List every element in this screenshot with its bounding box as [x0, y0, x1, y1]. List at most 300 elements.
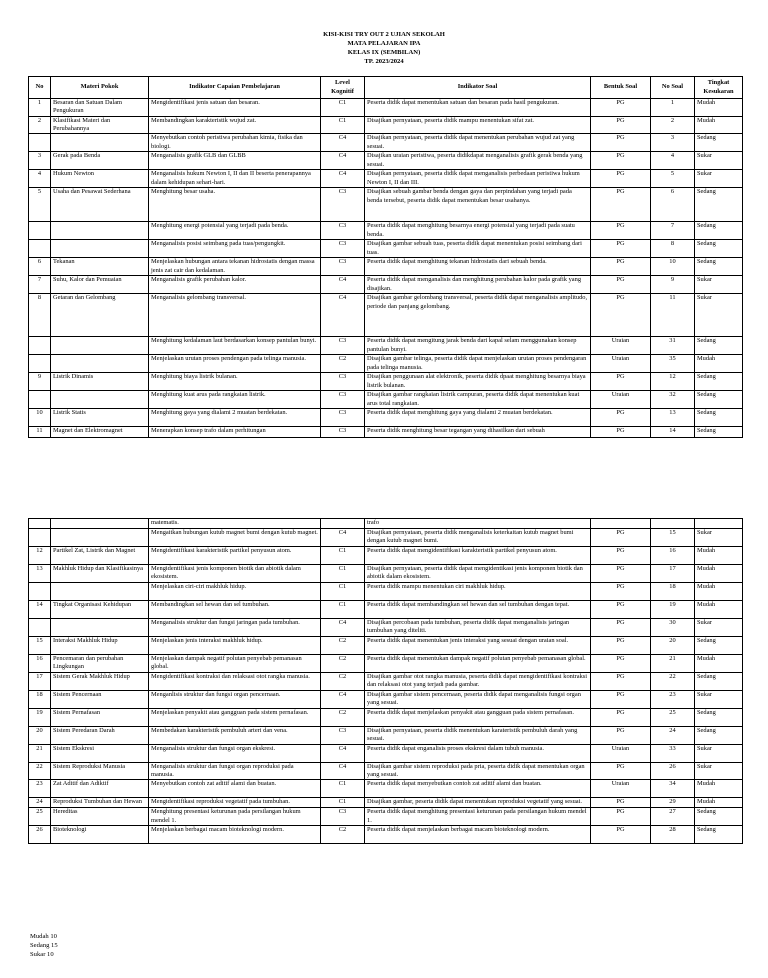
cell-indikator-capaian: Menjelaskan hubungan antara tekanan hidrostatis dengan massa jenis zat cair dan kedalaman. [149, 258, 321, 276]
cell-no-soal: 12 [651, 373, 695, 391]
table-row [29, 276, 743, 294]
cell-indikator-soal: Disajikan pernyataan, peserta didik menganalisis keterkaitan kutub magnet bumi dengan kutub magnet bumi. [365, 529, 591, 547]
cell-indikator-capaian: Menghitung energi potensial yang terjadi pada benda. [149, 222, 321, 240]
cell-tingkat-kesukaran: Mudah [695, 583, 743, 601]
header-tingkat-kesukaran: Tingkat Kesukaran [695, 77, 743, 99]
cell-bentuk-soal: PG [591, 188, 651, 222]
cell-bentuk-soal: PG [591, 170, 651, 188]
table-row [29, 294, 743, 337]
cell-no [29, 583, 51, 601]
cell-bentuk-soal: PG [591, 673, 651, 691]
cell-tingkat-kesukaran: Mudah [695, 798, 743, 808]
cell-indikator-capaian: Membandingkan karakteristik wujud zat. [149, 117, 321, 134]
cell-materi-pokok: Partikel Zat, Listrik dan Magnet [51, 547, 149, 565]
cell-tingkat-kesukaran [695, 519, 743, 529]
cell-indikator-soal: Peserta didik dapat enganalisis proses ekskresi dalam tubuh manusia. [365, 745, 591, 763]
cell-indikator-capaian: Menghitung presentasi keturunan pada persilangan hukum mendel 1. [149, 808, 321, 826]
cell-tingkat-kesukaran: Sedang [695, 808, 743, 826]
cell-tingkat-kesukaran: Mudah [695, 99, 743, 117]
cell-indikator-soal: Peserta didik dapat menganalisis dan menghitung perubahan kalor pada grafik yang disajikan. [365, 276, 591, 294]
table-row [29, 240, 743, 258]
cell-no-soal: 28 [651, 826, 695, 844]
cell-bentuk-soal: PG [591, 258, 651, 276]
cell-indikator-soal: Disajikan gambar sistem pencernaan, peserta didik dapat menganalisis fungsi organ yang sesuai. [365, 691, 591, 709]
cell-no [29, 355, 51, 373]
cell-tingkat-kesukaran: Sedang [695, 222, 743, 240]
cell-materi-pokok: Listrik Statis [51, 409, 149, 427]
table-row [29, 519, 743, 529]
cell-tingkat-kesukaran: Sedang [695, 188, 743, 222]
table-row [29, 409, 743, 427]
cell-tingkat-kesukaran: Sedang [695, 427, 743, 438]
cell-indikator-soal: Disajikan pernyataan, peserta didik mampu menentukan sifat zat. [365, 117, 591, 134]
cell-no: 2 [29, 117, 51, 134]
cell-tingkat-kesukaran: Sedang [695, 826, 743, 844]
table-row [29, 826, 743, 844]
cell-materi-pokok: Pencemaran dan perubahan Lingkungan [51, 655, 149, 673]
cell-level-kognitif: C1 [321, 99, 365, 117]
cell-bentuk-soal: Uraian [591, 745, 651, 763]
cell-materi-pokok [51, 519, 149, 529]
table-row [29, 780, 743, 798]
cell-materi-pokok [51, 240, 149, 258]
cell-no: 17 [29, 673, 51, 691]
cell-no-soal: 27 [651, 808, 695, 826]
cell-level-kognitif: C2 [321, 673, 365, 691]
cell-indikator-soal: Disajikan pernyataan, peserta didik dapat menentukan perubahan wujud zat yang sesuai. [365, 134, 591, 152]
cell-indikator-soal: Disajikan gambar otot rangka manusia, peserta didik dapat mengidentifikasi kontraksi dan relaksasi otot yang terjadi pada gambar. [365, 673, 591, 691]
cell-materi-pokok [51, 619, 149, 637]
cell-indikator-capaian: Mengidentifikasi karakteristik partikel penyusun atom. [149, 547, 321, 565]
cell-indikator-soal: Peserta didik dapat menentukan jenis interaksi yang sesuai dengan uraian soal. [365, 637, 591, 655]
cell-indikator-soal: Disajikan gambar, peserta didik dapat menentukan reproduksi vegetatif yang sesuai. [365, 798, 591, 808]
cell-indikator-soal: Disajikan penggunaan alat elektronik, peserta didik dpaat menghitung besarnya biaya listrik bulanan. [365, 373, 591, 391]
cell-no: 23 [29, 780, 51, 798]
cell-bentuk-soal: Uraian [591, 337, 651, 355]
cell-materi-pokok: Sistem Peredaran Darah [51, 727, 149, 745]
table-row [29, 727, 743, 745]
cell-level-kognitif: C1 [321, 780, 365, 798]
cell-level-kognitif: C3 [321, 188, 365, 222]
cell-no: 26 [29, 826, 51, 844]
cell-tingkat-kesukaran: Sukar [695, 276, 743, 294]
cell-level-kognitif [321, 519, 365, 529]
cell-level-kognitif: C3 [321, 427, 365, 438]
cell-bentuk-soal: Uraian [591, 391, 651, 409]
header-indikator-soal: Indikator Soal [365, 77, 591, 99]
cell-materi-pokok: Getaran dan Gelombang [51, 294, 149, 337]
cell-no: 1 [29, 99, 51, 117]
cell-indikator-soal: Disajikan uraian peristiwa, peserta didikdapat menganalisis grafik gerak benda yang sesuai. [365, 152, 591, 170]
cell-materi-pokok: Listrik Dinamis [51, 373, 149, 391]
table-row [29, 709, 743, 727]
cell-indikator-soal: Disajikan gambar gelombang transversal, peserta didik dapat menganalisis amplitudo, periode dan panjang gelombang. [365, 294, 591, 337]
cell-indikator-capaian: Menjelaskan berbagai macam bioteknologi modern. [149, 826, 321, 844]
cell-no-soal: 8 [651, 240, 695, 258]
table-row [29, 134, 743, 152]
document-title [0, 30, 768, 66]
cell-no-soal: 33 [651, 745, 695, 763]
table-row [29, 565, 743, 583]
cell-no [29, 529, 51, 547]
cell-bentuk-soal: PG [591, 99, 651, 117]
table-row [29, 601, 743, 619]
cell-bentuk-soal: PG [591, 427, 651, 438]
cell-bentuk-soal: Uraian [591, 355, 651, 373]
table-row [29, 152, 743, 170]
cell-no [29, 519, 51, 529]
cell-bentuk-soal: PG [591, 709, 651, 727]
cell-bentuk-soal: PG [591, 152, 651, 170]
cell-level-kognitif: C4 [321, 294, 365, 337]
cell-indikator-soal: Peserta didik mampu menentukan ciri makhluk hidup. [365, 583, 591, 601]
cell-no [29, 337, 51, 355]
cell-indikator-capaian: Mengidentifikasi reproduksi vegetatif pada tumbuhan. [149, 798, 321, 808]
header-level-kognitif: Level Kognitif [321, 77, 365, 99]
cell-materi-pokok [51, 134, 149, 152]
cell-bentuk-soal: PG [591, 276, 651, 294]
cell-indikator-capaian: matematis. [149, 519, 321, 529]
cell-indikator-capaian: Menghitung kuat arus pada rangkaian listrik. [149, 391, 321, 409]
cell-materi-pokok: Hereditas [51, 808, 149, 826]
cell-bentuk-soal: PG [591, 565, 651, 583]
cell-no-soal: 2 [651, 117, 695, 134]
cell-no: 15 [29, 637, 51, 655]
cell-no-soal: 31 [651, 337, 695, 355]
cell-tingkat-kesukaran: Mudah [695, 780, 743, 798]
count-mudah: Mudah 10 [30, 933, 57, 940]
cell-level-kognitif: C1 [321, 565, 365, 583]
cell-materi-pokok: Sistem Pernafasan [51, 709, 149, 727]
cell-no-soal: 7 [651, 222, 695, 240]
title-line: TP. 2023/2024 [364, 58, 404, 65]
cell-no-soal: 18 [651, 583, 695, 601]
cell-indikator-capaian: Menghitung kedalaman laut berdasarkan konsep pantulan bunyi. [149, 337, 321, 355]
table-row [29, 529, 743, 547]
cell-no: 5 [29, 188, 51, 222]
table-row [29, 763, 743, 780]
cell-tingkat-kesukaran: Mudah [695, 117, 743, 134]
cell-indikator-soal: Disajikan pernyataan, peserta didik dapat mengidentikasi jenis komponen biotik dan abiotik dalam ekosistem. [365, 565, 591, 583]
cell-no-soal: 24 [651, 727, 695, 745]
cell-no: 22 [29, 763, 51, 780]
cell-indikator-soal: trafo [365, 519, 591, 529]
cell-level-kognitif: C3 [321, 258, 365, 276]
cell-level-kognitif: C4 [321, 529, 365, 547]
cell-indikator-soal: Disajikan gambar sistem reproduksi pada pria, peserta didik dapat menentukan organ yang sesuai. [365, 763, 591, 780]
cell-no: 8 [29, 294, 51, 337]
cell-bentuk-soal [591, 519, 651, 529]
cell-tingkat-kesukaran: Sukar [695, 745, 743, 763]
cell-no-soal: 17 [651, 565, 695, 583]
cell-no-soal: 34 [651, 780, 695, 798]
cell-level-kognitif: C4 [321, 152, 365, 170]
cell-tingkat-kesukaran: Sukar [695, 691, 743, 709]
cell-no-soal: 9 [651, 276, 695, 294]
header-no: No [29, 77, 51, 99]
cell-materi-pokok [51, 337, 149, 355]
table-row [29, 619, 743, 637]
title-line: KISI-KISI TRY OUT 2 UJIAN SEKOLAH [323, 31, 445, 38]
cell-indikator-capaian: Menganlisis struktur dan fungsi organ pencernaan. [149, 691, 321, 709]
cell-indikator-capaian: Menghitung besar usaha. [149, 188, 321, 222]
cell-bentuk-soal: PG [591, 222, 651, 240]
cell-level-kognitif: C3 [321, 727, 365, 745]
cell-no-soal: 15 [651, 529, 695, 547]
header-no-soal: No Soal [651, 77, 695, 99]
cell-materi-pokok: Zat Aditif dan Adiktif [51, 780, 149, 798]
cell-bentuk-soal: PG [591, 373, 651, 391]
cell-no-soal: 1 [651, 99, 695, 117]
cell-level-kognitif: C1 [321, 798, 365, 808]
cell-no: 20 [29, 727, 51, 745]
cell-bentuk-soal: PG [591, 763, 651, 780]
cell-indikator-capaian: Menganalisis struktur dan fungsi organ ekskresi. [149, 745, 321, 763]
cell-indikator-soal: Peserta didik menghitung besar tegangan yang dihasilkan dari sebuah [365, 427, 591, 438]
cell-indikator-capaian: Menganalisis grafik GLB dan GLBB [149, 152, 321, 170]
cell-tingkat-kesukaran: Sedang [695, 337, 743, 355]
cell-no [29, 134, 51, 152]
cell-no [29, 391, 51, 409]
cell-no: 14 [29, 601, 51, 619]
table-row [29, 427, 743, 438]
cell-tingkat-kesukaran: Sedang [695, 391, 743, 409]
cell-level-kognitif: C2 [321, 655, 365, 673]
cell-bentuk-soal: PG [591, 808, 651, 826]
cell-materi-pokok: Interaksi Makhluk Hidup [51, 637, 149, 655]
table-row [29, 547, 743, 565]
cell-no-soal: 5 [651, 170, 695, 188]
cell-no-soal: 14 [651, 427, 695, 438]
cell-no: 25 [29, 808, 51, 826]
cell-bentuk-soal: PG [591, 655, 651, 673]
cell-indikator-capaian: Mengidentifikasi jenis komponen biotik dan abiotik dalam ekosistem. [149, 565, 321, 583]
cell-level-kognitif: C1 [321, 583, 365, 601]
header-bentuk-soal: Bentuk Soal [591, 77, 651, 99]
header-materi-pokok: Materi Pokok [51, 77, 149, 99]
cell-tingkat-kesukaran: Mudah [695, 355, 743, 373]
cell-indikator-capaian: Menjelaskan urutan proses pendengan pada telinga manusia. [149, 355, 321, 373]
cell-materi-pokok: Klasifikasi Materi dan Perubahannya [51, 117, 149, 134]
cell-indikator-soal: Peserta didik dapat menentukan dampak negatif polutan penyebab pemanasan global. [365, 655, 591, 673]
cell-no [29, 222, 51, 240]
cell-level-kognitif: C3 [321, 391, 365, 409]
cell-no: 13 [29, 565, 51, 583]
cell-bentuk-soal: PG [591, 134, 651, 152]
cell-indikator-capaian: Menjelaskan jenis interaksi makhluk hidup. [149, 637, 321, 655]
cell-indikator-capaian: Menjelaskan dampak negatif polutan penyebab pemanasan global. [149, 655, 321, 673]
cell-level-kognitif: C2 [321, 826, 365, 844]
cell-level-kognitif: C4 [321, 619, 365, 637]
cell-tingkat-kesukaran: Sedang [695, 637, 743, 655]
cell-materi-pokok: Hukum Newton [51, 170, 149, 188]
title-line: MATA PELAJARAN IPA [347, 40, 421, 47]
cell-bentuk-soal: PG [591, 727, 651, 745]
cell-indikator-capaian: Membedakan karakteristik pembuluh arteri dan vena. [149, 727, 321, 745]
cell-no: 10 [29, 409, 51, 427]
difficulty-summary [30, 932, 58, 959]
cell-level-kognitif: C4 [321, 276, 365, 294]
table-row [29, 258, 743, 276]
cell-level-kognitif: C4 [321, 763, 365, 780]
cell-no: 24 [29, 798, 51, 808]
cell-bentuk-soal: PG [591, 583, 651, 601]
cell-tingkat-kesukaran: Mudah [695, 655, 743, 673]
table-row [29, 170, 743, 188]
cell-materi-pokok: Besaran dan Satuan Dalam Pengukuran [51, 99, 149, 117]
cell-materi-pokok: Magnet dan Elektromagnet [51, 427, 149, 438]
cell-indikator-capaian: Menghitung biaya listrik bulanan. [149, 373, 321, 391]
cell-indikator-soal: Disajikan gambar rangkaian listrik campuran, peserta didik dapat menentukan kuat arus total rangkaian. [365, 391, 591, 409]
cell-level-kognitif: C3 [321, 240, 365, 258]
cell-indikator-capaian: Menganalisis posisi seimbang pada tuas/pengungkit. [149, 240, 321, 258]
cell-indikator-soal: Peserta didik dapat mengitung jarak benda dari kapal selam menggunakan konsep pantulan bunyi. [365, 337, 591, 355]
table-row [29, 117, 743, 134]
cell-materi-pokok: Makhluk Hidup dan Klasifikasinya [51, 565, 149, 583]
table-row [29, 808, 743, 826]
cell-tingkat-kesukaran: Sedang [695, 373, 743, 391]
cell-no-soal: 4 [651, 152, 695, 170]
cell-indikator-capaian: Mengaitkan hubungan kutub magnet bumi dengan kutub magnet. [149, 529, 321, 547]
cell-no-soal: 16 [651, 547, 695, 565]
cell-indikator-soal: Peserta didik dapat mengidentifikasi karakteristik partikel penyusun atom. [365, 547, 591, 565]
cell-indikator-capaian: Membandingkan sel hewan dan sel tumbuhan. [149, 601, 321, 619]
cell-indikator-capaian: Mengidentifikasi kontraksi dan relaksasi otot rangka manusia. [149, 673, 321, 691]
cell-tingkat-kesukaran: Sukar [695, 619, 743, 637]
cell-no-soal: 22 [651, 673, 695, 691]
table-row [29, 188, 743, 222]
cell-tingkat-kesukaran: Sedang [695, 673, 743, 691]
title-line: KELAS IX (SEMBILAN) [347, 49, 421, 56]
table-row [29, 691, 743, 709]
cell-indikator-soal: Disajikan percobaan pada tumbuhan, peserta didik dapat menganalisis jaringan tumbuhan yang diteliti. [365, 619, 591, 637]
cell-materi-pokok: Sistem Reproduksi Manusia [51, 763, 149, 780]
cell-indikator-capaian: Menganalisis struktur dan fungsi jaringan pada tumbuhan. [149, 619, 321, 637]
cell-materi-pokok [51, 355, 149, 373]
cell-bentuk-soal: PG [591, 637, 651, 655]
table-row [29, 99, 743, 117]
count-sedang: Sedang 15 [30, 942, 58, 949]
cell-no: 11 [29, 427, 51, 438]
cell-level-kognitif: C3 [321, 409, 365, 427]
cell-no-soal: 10 [651, 258, 695, 276]
cell-no: 16 [29, 655, 51, 673]
cell-level-kognitif: C1 [321, 547, 365, 565]
cell-no-soal: 35 [651, 355, 695, 373]
cell-no-soal: 32 [651, 391, 695, 409]
cell-tingkat-kesukaran: Sedang [695, 727, 743, 745]
cell-tingkat-kesukaran: Sedang [695, 409, 743, 427]
table-row [29, 637, 743, 655]
table-header-row [29, 77, 743, 99]
cell-bentuk-soal: PG [591, 601, 651, 619]
cell-level-kognitif: C1 [321, 601, 365, 619]
cell-materi-pokok: Reproduksi Tumbuhan dan Hewan [51, 798, 149, 808]
cell-indikator-capaian: Menerapkan konsep trafo dalam perhitungan [149, 427, 321, 438]
cell-indikator-capaian: Menjelaskan ciri-ciri makhluk hidup. [149, 583, 321, 601]
cell-indikator-capaian: Menyebutkan contoh peristiwa perubahan kimia, fisika dan biologi. [149, 134, 321, 152]
cell-indikator-soal: Peserta didik dapat menghitung gaya yang dialami 2 muatan berdekatan. [365, 409, 591, 427]
cell-tingkat-kesukaran: Sukar [695, 294, 743, 337]
cell-no: 4 [29, 170, 51, 188]
cell-tingkat-kesukaran: Mudah [695, 547, 743, 565]
table-row [29, 222, 743, 240]
cell-materi-pokok: Tekanan [51, 258, 149, 276]
cell-no-soal: 30 [651, 619, 695, 637]
cell-bentuk-soal: PG [591, 294, 651, 337]
cell-materi-pokok: Sistem Gerak Makhluk Hidup [51, 673, 149, 691]
cell-level-kognitif: C3 [321, 337, 365, 355]
cell-no-soal: 26 [651, 763, 695, 780]
cell-tingkat-kesukaran: Sedang [695, 134, 743, 152]
kisi-kisi-table-page-1 [28, 76, 743, 438]
table-body [29, 519, 743, 844]
table-body [29, 99, 743, 438]
cell-tingkat-kesukaran: Mudah [695, 565, 743, 583]
cell-no: 9 [29, 373, 51, 391]
cell-materi-pokok: Bioteknologi [51, 826, 149, 844]
cell-bentuk-soal: PG [591, 547, 651, 565]
cell-materi-pokok: Suhu, Kalor dan Pemuaian [51, 276, 149, 294]
cell-materi-pokok [51, 391, 149, 409]
cell-bentuk-soal: PG [591, 240, 651, 258]
cell-materi-pokok [51, 583, 149, 601]
cell-materi-pokok: Gerak pada Benda [51, 152, 149, 170]
cell-no [29, 619, 51, 637]
cell-bentuk-soal: PG [591, 529, 651, 547]
cell-level-kognitif: C3 [321, 373, 365, 391]
cell-indikator-capaian: Menganalisis grafik perubahan kalor. [149, 276, 321, 294]
cell-indikator-capaian: Menjelaskan penyakit atau gangguan pada sistem pernafasan. [149, 709, 321, 727]
cell-indikator-soal: Disajikan pernyataan, peserta didik menentukan karateristik pembuluh darah yang sesuai. [365, 727, 591, 745]
cell-no-soal: 23 [651, 691, 695, 709]
cell-indikator-soal: Disajikan gambar sebuah tuas, peserta didik dapat menentukan posisi seimbang dari tuas. [365, 240, 591, 258]
cell-indikator-soal: Disajikan gambar telinga, peserta didik dapat menjelaskan urutan proses pendengaran pada telinga manusia. [365, 355, 591, 373]
cell-indikator-soal: Peserta didik dapat menyebutkan contoh zat aditif alami dan buatan. [365, 780, 591, 798]
cell-bentuk-soal: PG [591, 409, 651, 427]
cell-indikator-capaian: Menganalisis struktur dan fungsi organ reproduksi pada manusia. [149, 763, 321, 780]
cell-indikator-capaian: Mengidentifikasi jenis satuan dan besaran. [149, 99, 321, 117]
cell-no [29, 240, 51, 258]
table-row [29, 337, 743, 355]
cell-level-kognitif: C4 [321, 745, 365, 763]
cell-indikator-soal: Peserta didik dapat menjelaskan berbagai macam bioteknologi modern. [365, 826, 591, 844]
cell-no-soal: 13 [651, 409, 695, 427]
cell-no-soal: 29 [651, 798, 695, 808]
cell-materi-pokok [51, 222, 149, 240]
cell-indikator-soal: Disajikan pernyataan, peserta didik dapat menganalisis perbedaan peristiwa hukum Newton I, II dan III. [365, 170, 591, 188]
cell-no: 19 [29, 709, 51, 727]
cell-level-kognitif: C1 [321, 117, 365, 134]
cell-indikator-soal: Peserta didik dapat menghitung tekanan hidrostatis dari sebuah benda. [365, 258, 591, 276]
cell-tingkat-kesukaran: Mudah [695, 601, 743, 619]
cell-level-kognitif: C2 [321, 637, 365, 655]
kisi-kisi-table-page-2 [28, 518, 743, 844]
cell-indikator-soal: Disajikan sebuah gambar benda dengan gaya dan perpindahan yang terjadi pada benda tersebut, peserta didik dapat menentukan besar usahanya. [365, 188, 591, 222]
cell-tingkat-kesukaran: Sedang [695, 258, 743, 276]
cell-indikator-soal: Peserta didik dapat menghitung presentasi keturunan pada persilangan hukum mendel 1. [365, 808, 591, 826]
cell-level-kognitif: C2 [321, 355, 365, 373]
cell-no-soal: 20 [651, 637, 695, 655]
cell-no-soal: 25 [651, 709, 695, 727]
cell-no: 12 [29, 547, 51, 565]
cell-bentuk-soal: PG [591, 691, 651, 709]
cell-indikator-soal: Peserta didik dapat menjelaskan penyakit atau gangguan pada sistem pernafasan. [365, 709, 591, 727]
cell-no-soal: 6 [651, 188, 695, 222]
cell-level-kognitif: C2 [321, 709, 365, 727]
cell-indikator-soal: Peserta didik dapat menentukan satuan dan besaran pada hasil pengukuran. [365, 99, 591, 117]
cell-no-soal: 11 [651, 294, 695, 337]
